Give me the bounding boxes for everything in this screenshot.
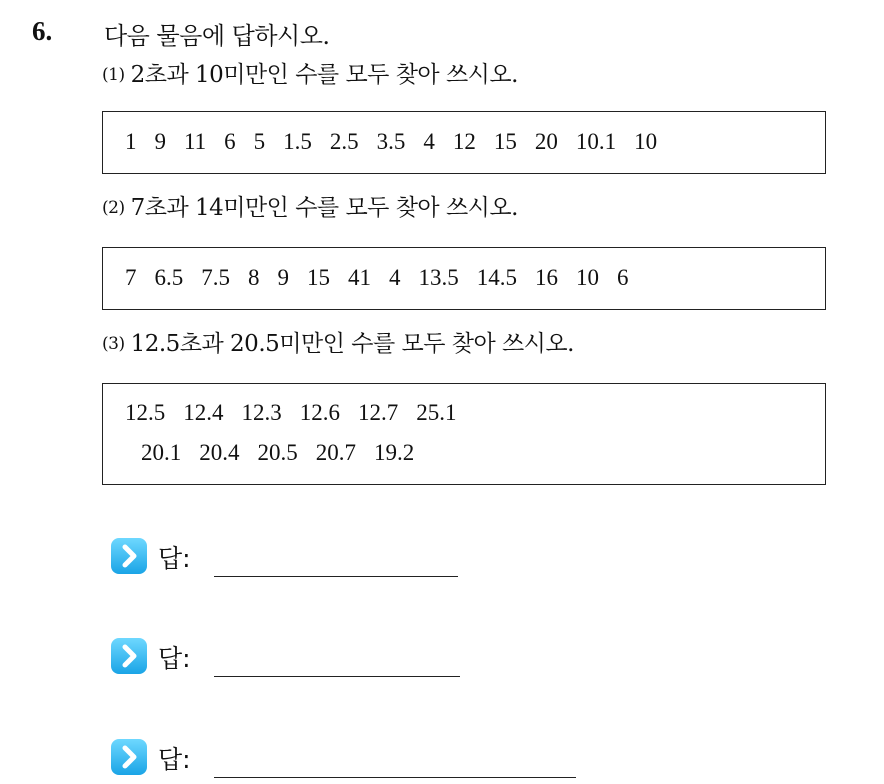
number-item: 15: [493, 129, 517, 154]
number-item: 15: [307, 265, 330, 290]
number-row: [125, 265, 647, 291]
answer-blank-line[interactable]: [214, 576, 458, 577]
part-2-number-box: [102, 247, 826, 310]
number-item: 25.1: [416, 400, 457, 425]
chevron-right-icon: [110, 738, 148, 776]
number-item: 16: [535, 265, 558, 290]
part-2-label: (2): [102, 198, 125, 218]
number-item: 13.5: [418, 265, 459, 290]
part-1-text: 2초과 10미만인 수를 모두 찾아 쓰시오.: [130, 62, 518, 88]
number-row: [141, 440, 432, 466]
part-3-text: 12.5초과 20.5미만인 수를 모두 찾아 쓰시오.: [130, 331, 574, 357]
number-item: 12.3: [241, 400, 282, 425]
number-item: 6: [224, 129, 236, 154]
number-item: 3.5: [376, 129, 406, 154]
part-1-label: (1): [102, 65, 125, 85]
number-item: 12.4: [183, 400, 224, 425]
question-instruction: 다음 물음에 답하시오.: [104, 22, 330, 50]
number-item: 2.5: [329, 129, 359, 154]
question-number: 6.: [32, 16, 53, 46]
number-item: 20.5: [257, 440, 298, 465]
number-item: 10: [576, 265, 599, 290]
number-item: 14.5: [476, 265, 517, 290]
answer-blank-line[interactable]: [214, 676, 460, 677]
number-item: 20.4: [199, 440, 240, 465]
chevron-right-icon: [110, 637, 148, 675]
answer-label: 답:: [158, 745, 191, 774]
answer-blank-line[interactable]: [214, 777, 576, 778]
number-item: 6: [617, 265, 629, 290]
number-row: [125, 400, 475, 426]
part-2-text: 7초과 14미만인 수를 모두 찾아 쓰시오.: [130, 195, 518, 221]
number-item: 9: [154, 129, 166, 154]
number-item: 10: [634, 129, 658, 154]
number-item: 6.5: [154, 265, 184, 290]
number-item: 1: [125, 129, 137, 154]
number-item: 41: [348, 265, 371, 290]
number-item: 20: [534, 129, 558, 154]
part-1-prompt: [102, 56, 518, 89]
number-item: 20.1: [141, 440, 182, 465]
number-item: 9: [277, 265, 289, 290]
answer-label: 답:: [158, 644, 191, 673]
number-item: 7: [125, 265, 137, 290]
number-item: 7.5: [201, 265, 230, 290]
number-row: [125, 129, 675, 155]
number-item: 4: [423, 129, 435, 154]
chevron-right-icon: [110, 537, 148, 575]
part-2-prompt: [102, 189, 518, 222]
number-item: 19.2: [374, 440, 415, 465]
number-item: 12.5: [125, 400, 166, 425]
part-3-label: (3): [102, 334, 125, 354]
number-item: 1.5: [283, 129, 312, 154]
number-item: 8: [248, 265, 260, 290]
number-item: 12.6: [299, 400, 340, 425]
number-item: 12: [452, 129, 476, 154]
number-item: 10.1: [575, 129, 617, 154]
part-1-number-box: [102, 111, 826, 174]
answer-label: 답:: [158, 544, 191, 573]
part-3-number-box: [102, 383, 826, 485]
number-item: 5: [253, 129, 266, 154]
number-item: 12.7: [358, 400, 399, 425]
number-item: 4: [389, 265, 401, 290]
part-3-prompt: [102, 325, 574, 358]
number-item: 20.7: [315, 440, 356, 465]
number-item: 11: [184, 129, 207, 154]
